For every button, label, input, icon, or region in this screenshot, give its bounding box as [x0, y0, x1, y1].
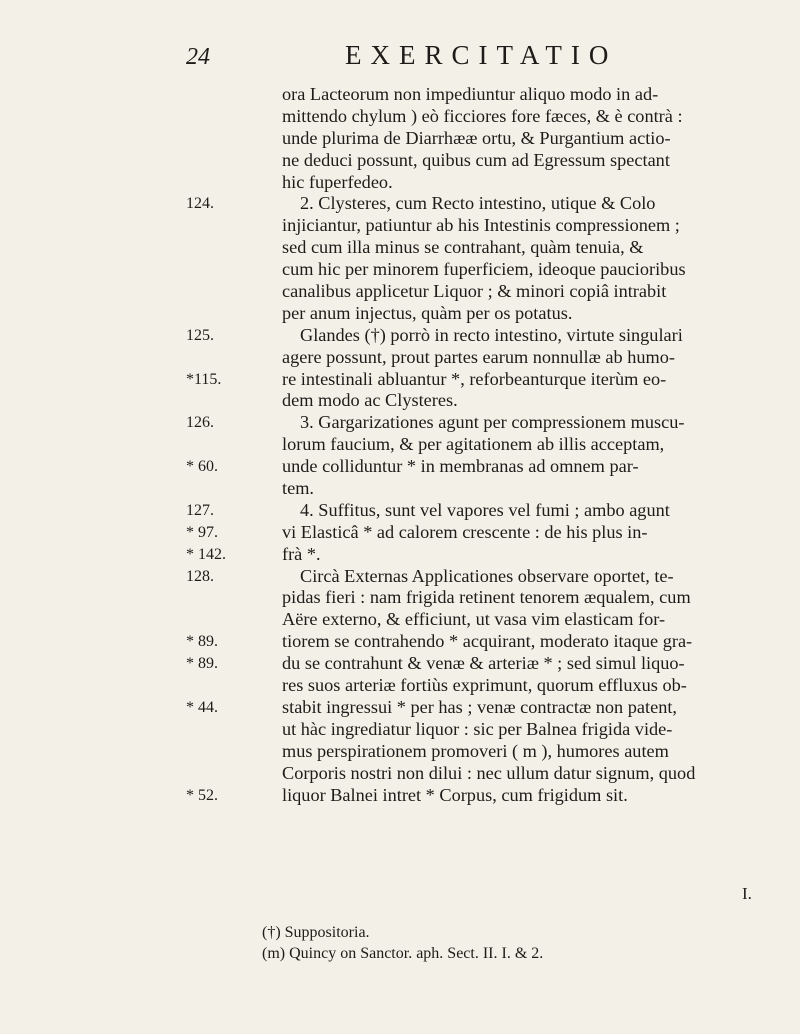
footnotes	[262, 922, 762, 964]
text-line	[186, 653, 746, 675]
margin-note: * 60.	[186, 458, 218, 476]
margin-note: * 89.	[186, 655, 218, 673]
margin-note: * 89.	[186, 633, 218, 651]
line-text: re intestinali abluantur *, reforbeanturque iterùm eo-	[282, 368, 667, 389]
line-text: 2. Clysteres, cum Recto intestino, utique & Colo	[300, 193, 656, 214]
margin-note: * 142.	[186, 545, 226, 563]
margin-note: 127.	[186, 501, 214, 519]
body-text	[186, 84, 746, 806]
text-line	[186, 522, 746, 544]
text-line	[186, 347, 746, 369]
catchword: I.	[742, 884, 752, 903]
margin-note: *115.	[186, 370, 222, 388]
line-text: tem.	[282, 478, 314, 499]
text-line	[186, 150, 746, 172]
line-text: ne deduci possunt, quibus cum ad Egressum spectant	[282, 149, 670, 170]
line-text: per anum injectus, quàm per os potatus.	[282, 302, 573, 323]
running-title: EXERCITATIO	[345, 40, 618, 70]
text-line	[186, 325, 746, 347]
margin-note: 125.	[186, 326, 214, 344]
text-line	[186, 675, 746, 697]
margin-note: 124.	[186, 195, 214, 213]
text-line	[186, 741, 746, 763]
line-text: res suos arteriæ fortiùs exprimunt, quorum effluxus ob-	[282, 675, 687, 696]
page-number: 24	[186, 44, 210, 70]
text-line	[186, 434, 746, 456]
text-line	[186, 763, 746, 785]
page-header	[0, 36, 800, 76]
line-text: pidas fieri : nam frigida retinent tenorem æqualem, cum	[282, 587, 691, 608]
text-line	[186, 500, 746, 522]
margin-note: * 97.	[186, 523, 218, 541]
text-line	[186, 719, 746, 741]
line-text: Corporis nostri non dilui : nec ullum datur signum, quod	[282, 762, 696, 783]
line-text: unde colliduntur * in membranas ad omnem par-	[282, 456, 639, 477]
margin-note: 126.	[186, 414, 214, 432]
line-text: 4. Suffitus, sunt vel vapores vel fumi ; ambo agunt	[300, 499, 670, 520]
text-line	[186, 412, 746, 434]
text-line	[186, 259, 746, 281]
text-line	[186, 456, 746, 478]
line-text: unde plurima de Diarrhææ ortu, & Purgantium actio-	[282, 127, 671, 148]
text-line	[186, 193, 746, 215]
line-text: lorum faucium, & per agitationem ab illis acceptam,	[282, 434, 665, 455]
line-text: Circà Externas Applicationes observare oportet, te-	[300, 565, 674, 586]
line-text: hic fuperfedeo.	[282, 171, 393, 192]
text-line	[186, 128, 746, 150]
text-line	[186, 609, 746, 631]
margin-note: * 52.	[186, 786, 218, 804]
text-line	[186, 172, 746, 194]
text-line	[186, 84, 746, 106]
text-line	[186, 478, 746, 500]
text-line	[186, 544, 746, 566]
line-text: 3. Gargarizationes agunt per compressionem muscu-	[300, 412, 685, 433]
footnote: (†) Suppositoria.	[262, 924, 370, 941]
line-text: canalibus applicetur Liquor ; & minori copiâ intrabit	[282, 281, 667, 302]
text-line	[186, 566, 746, 588]
line-text: Glandes (†) porrò in recto intestino, virtute singulari	[300, 324, 683, 345]
line-text: liquor Balnei intret * Corpus, cum frigidum sit.	[282, 784, 628, 805]
text-line	[186, 237, 746, 259]
text-line	[186, 390, 746, 412]
text-line	[186, 631, 746, 653]
line-text: injiciantur, patiuntur ab his Intestinis compressionem ;	[282, 215, 680, 236]
line-text: du se contrahunt & venæ & arteriæ * ; sed simul liquo-	[282, 653, 685, 674]
line-text: mittendo chylum ) eò ficciores fore fæces, & è contrà :	[282, 105, 683, 126]
text-line	[186, 369, 746, 391]
text-line	[186, 281, 746, 303]
line-text: cum hic per minorem fuperficiem, ideoque paucioribus	[282, 259, 686, 280]
text-line	[186, 697, 746, 719]
text-line	[186, 303, 746, 325]
line-text: stabit ingressui * per has ; venæ contractæ non patent,	[282, 696, 677, 717]
line-text: vi Elasticâ * ad calorem crescente : de his plus in-	[282, 521, 648, 542]
line-text: sed cum illa minus se contrahant, quàm tenuia, &	[282, 237, 644, 258]
margin-note: * 44.	[186, 698, 218, 716]
text-line	[186, 106, 746, 128]
footnote: (m) Quincy on Sanctor. aph. Sect. II. I. & 2.	[262, 945, 544, 962]
line-text: tiorem se contrahendo * acquirant, moderato itaque gra-	[282, 631, 693, 652]
text-line	[186, 587, 746, 609]
line-text: mus perspirationem promoveri ( m ), humores autem	[282, 740, 669, 761]
line-text: Aëre externo, & efficiunt, ut vasa vim elasticam for-	[282, 609, 666, 630]
text-line	[186, 215, 746, 237]
line-text: dem modo ac Clysteres.	[282, 390, 458, 411]
margin-note: 128.	[186, 567, 214, 585]
line-text: frà *.	[282, 543, 321, 564]
line-text: agere possunt, prout partes earum nonnullæ ab humo-	[282, 346, 675, 367]
line-text: ut hàc ingrediatur liquor : sic per Balnea frigida vide-	[282, 718, 673, 739]
line-text: ora Lacteorum non impediuntur aliquo modo in ad-	[282, 84, 659, 104]
text-line	[186, 785, 746, 807]
